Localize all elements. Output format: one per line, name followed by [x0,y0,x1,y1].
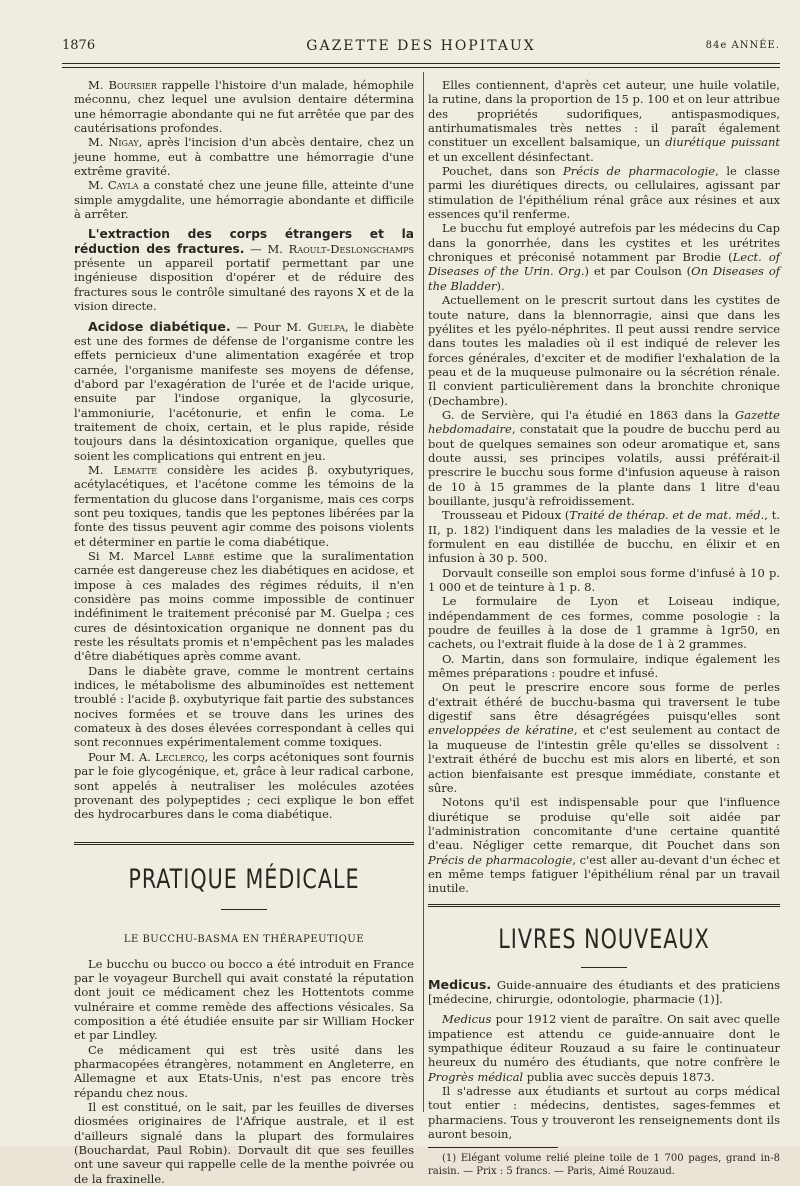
paragraph: O. Martin, dans son formulaire, indique également les mêmes préparations : poudre et infusé. [428,651,780,681]
text: On peut le prescrire encore sous forme de perles d'extrait éthéré de bucchu-basma qui traversent le tube digestif sans être désagrégées puisqu'elles sont [428,680,780,724]
text: rappelle l'histoire d'un malade, hémophile méconnu, chez lequel une avulsion dentaire détermina une hémorragie abondante qui ne fut arrêtée que par des cautérisations profondes. [74,78,414,136]
header-rule-bottom [62,67,780,68]
left-column [74,78,414,1186]
italic-text: Lect. of Diseases of the Urin. Org. [428,250,780,279]
spacer [74,822,414,842]
page-number: 1876 [62,38,96,53]
paragraph [74,178,414,221]
text: , c'est aller au-devant d'un échec et en même temps fatiguer l'épithélium rénal par un travail inutile. [428,852,780,896]
header-rule-top [62,63,780,64]
italic-text: Précis de pharmacologie [563,164,716,179]
right-column [428,78,780,1178]
subsection-title: LE BUCCHU-BASMA EN THÉRAPEUTIQUE [123,933,365,945]
paragraph: Il est constitué, on le sait, par les feuilles de diverses diosmées originaires de l'Afrique australe, et il est d'ailleurs signalé dans la plupart des formulaires (Bouchardat, Paul Robin). Dorvault dit que ses feuilles ont une saveur qui rappelle celle de la menthe poivrée ou de la fraxinelle. [74,1099,414,1186]
text: et un excellent désinfectant. [428,149,594,164]
text: considère les acides β. oxybutyriques, acétylacétiques, et l'acétone comme les témoins de la fermentation du glucose dans l'organisme, mais ces corps sont peu toxiques, tandis que les peptones libérées par la fonte des tissus peuvent agir comme des poisons violents et déterminer en partie le coma diabétique. [74,462,414,549]
text: Elles contiennent, d'après cet auteur, une huile volatile, la rutine, dans la proportion de 15 p. 100 et on leur attribue des propriétés sudorifiques, antispasmodiques, antirhumatismales très nettes : il paraît également constituer un excellent balsamique, un [428,78,780,150]
paragraph [74,549,414,664]
journal-title: GAZETTE DES HOPITAUX [306,38,536,54]
text: Trousseau et Pidoux ( [442,508,570,523]
text: Guide-annuaire des étudiants et des praticiens [médecine, chirurgie, odontologie, pharmacie (1)]. [428,977,780,1006]
italic-text: enveloppées de kératine [428,723,574,738]
text: publia avec succès depuis 1873. [523,1069,715,1084]
section-title: PRATIQUE MÉDICALE [128,864,360,895]
paragraph: Ce médicament qui est très usité dans les pharmacopées étrangères, notamment en Angleterre, en Allemagne et aux Etats-Unis, n'est pas encore très répandu chez nous. [74,1042,414,1100]
italic-text: Medicus [442,1012,492,1027]
text: ) et par Coulson ( [584,264,692,279]
book-title: Medicus. [428,976,492,992]
spacer [74,899,414,909]
spacer [428,959,780,967]
text: Le bucchu fut employé autrefois par les médecins du Cap dans la gonorrhée, dans les cystites et les urétrites chroniques et préconisé notamment par Brodie ( [428,221,780,265]
text: estime que la suralimentation carnée est dangereuse chez les diabétiques en acidose, et impose à ces malades des régimes réduits, il n'en considère pas moins comme impossible de continuer indéfiniment le traitement préconisé par M. Guelpa ; ces cures de désintoxication organique ne donnent pas du reste les résultats promis et n'empêchent pas les malades d'être diabétiques après comme avant. [74,549,414,664]
volume-year: 84e ANNÉE. [705,40,780,51]
italic-text: On Diseases of the Bladder [428,264,780,293]
text: G. de Servière, qui l'a étudié en 1863 dans la [442,407,736,422]
text: Notons qu'il est indispensable pour que l'influence diurétique se produise qu'elle soit aidée par l'administration concomitante d'une certaine quantité d'eau. Négliger cette remarque, dit Pouchet dans son [428,795,780,853]
column-divider [423,72,424,1112]
text: , le diabète est une des formes de défense de l'organisme contre les effets pernicieux d'une alimentation exagérée et trop carnée, l'organisme manifeste ses moyens de défense, d'abord par l'exagération de l'urée et de l'acide urique, ensuite par l'indose organique, la glycosurie, l'ammoniurie, l'acétonurie, et enfin le coma. Le traitement de choix, certain, et le plus rapide, réside toujours dans la désintoxication organique, quelles que soient les complications qui entrent en jeu. [74,319,414,463]
paragraph [428,78,780,164]
paragraph: Il s'adresse aux étudiants et surtout au corps médical tout entier : médecins, dentistes, sages-femmes et pharmaciens. Tous y trouveront les renseignements dont ils auront besoin, [428,1084,780,1142]
text: ). [496,278,505,293]
run-in-heading: L'extraction des corps étrangers et la réduction des fractures. [74,227,414,256]
paragraph [428,508,780,565]
text: — [244,241,268,256]
italic-text: Progrès médical [428,1069,524,1084]
paragraph [428,221,780,293]
text: a constaté chez une jeune fille, atteinte d'une simple amygdalite, une hémorragie abondante et difficile à arrêter. [74,178,414,222]
spacer [74,845,414,861]
spacer [428,907,780,921]
text: , les corps acétoniques sont fournis par le foie glycogénique, et, grâce à leur radical carbone, sont appelés à neutraliser les molécules azotées provenant des polypeptides ; ceci explique le bon effet des hydrocarbures dans le coma diabétique. [74,749,414,822]
text: Si M. Marcel [88,549,184,563]
italic-text: Précis de pharmacologie [428,852,573,867]
text: — Pour [230,319,287,334]
paragraph [428,1012,780,1084]
author-name: M. Guelpa [286,319,345,334]
italic-text: diurétique puissant [665,135,780,150]
paragraph [74,78,414,135]
text: , et c'est seulement au contact de la muqueuse de l'intestin grêle qu'elles se dissolvent : l'extrait éthéré de bucchu est mis alors en liberté, et son action bienfaisante est presque immédiate, constante et sûre. [428,723,780,795]
author-name: M. Raoult-Deslongchamps [267,241,415,256]
text: , après l'incision d'un abcès dentaire, chez un jeune homme, eut à combattre une hémorragie d'une extrême gravité. [74,135,414,179]
paragraph [428,795,780,895]
text: , le classe parmi les diurétiques directs, ou cellulaires, agissant par stimulation de l'épithélium rénal grâce aux résines et aux essences qu'il renferme. [428,164,780,222]
author-name: M. Cayla [88,178,139,193]
paragraph [74,135,414,178]
italic-text: Gazette hebdomadaire [428,407,780,437]
section-title: LIVRES NOUVEAUX [498,924,710,955]
text: , constatait que la poudre de bucchu perd au bout de quelques semaines son odeur aromatique et, sans doute aussi, ses principes volatils, aussi préférait-il prescrire le bucchu sous forme d'infusion aqueuse à raison de 10 à 15 grammes de la plante dans 1 litre d'eau bouillante, jusqu'à refroidissement. [428,422,780,508]
text: , t. II, p. 182) l'indiquent dans les maladies de la vessie et le formulent en eau distillée de bucchu, en élixir et en infusion à 30 p. 500. [428,508,780,566]
author-name: M. Nigay [88,135,139,150]
text: Pouchet, dans son [442,164,564,179]
paragraph: Le bucchu ou bucco ou bocco a été introduit en France par le voyageur Burchell qui avait constaté la réputation dont jouit ce médicament chez les Hottentots comme vulnéraire et comme remède des affections vésicales. Sa composition a été étudiée ensuite par sir William Hocker et par Lindley. [74,956,414,1043]
italic-text: Traité de thérap. et de mat. méd. [569,508,765,523]
paragraph [74,320,414,463]
running-header [62,38,780,60]
spacer [428,896,780,904]
text: pour 1912 vient de paraître. On sait avec quelle impatience est attendu ce guide-annuaire dont le sympathique éditeur Rouzaud a su faire le continuateur heureux du numéro des étudiants, que notre confrère le [428,1012,780,1070]
paragraph: Dans le diabète grave, comme le montrent certains indices, le métabolisme des albuminoïdes est nettement troublé : l'acide β. oxybutyrique fait partie des substances nocives formées et se trouve dans les urines des comateux à des doses élevées correspondant à celles qui sont reconnues expérimentalement comme toxiques. [74,663,414,750]
footnote: (1) Elégant volume relié pleine toile de 1 700 pages, grand in-8 raisin. — Prix : 5 francs. — Paris, Aimé Rouzaud. [428,1153,780,1178]
text: Pour M. A. [88,749,156,764]
author-name: M. Lematte [88,462,158,477]
book-entry [428,978,780,1007]
spacer [74,945,414,957]
paragraph [428,164,780,221]
paragraph: Actuellement on le prescrit surtout dans les cystites de toute nature, dans la blennorragie, ainsi que dans les pyélites et les pyélo-néphrites. Il peut aussi rendre service dans toutes les maladies où il est indiqué de relever les forces générales, d'exciter et de modifier l'exhalation de la peau et de la muqueuse pulmonaire ou la sécrétion rénale. Il convient particulièrement dans la bronchite chronique (Dechambre). [428,293,780,408]
paragraph [74,227,414,313]
paragraph [428,408,780,508]
paragraph: Dorvault conseille son emploi sous forme d'infusé à 10 p. 1 000 et de teinture à 1 p. 8. [428,565,780,595]
text: présente un appareil portatif permettant par une ingénieuse disposition d'opérer et de réduire des fractures sous le contrôle simultané des rayons X et de la vision directe. [74,256,414,314]
paragraph [428,680,780,795]
paragraph [74,463,414,549]
author-name: Leclercq [155,749,205,764]
author-name: M. Boursier [88,78,157,92]
author-name: Labbé [183,549,215,563]
spacer [74,910,414,934]
paragraph [74,750,414,822]
run-in-heading: Acidose diabétique. [88,318,231,334]
paragraph: Le formulaire de Lyon et Loiseau indique, indépendamment de ces formes, comme posologie : la poudre de feuilles à la dose de 1 gramme à 1gr50, en cachets, ou l'extrait fluide à la dose de 1 à 2 grammes. [428,594,780,652]
